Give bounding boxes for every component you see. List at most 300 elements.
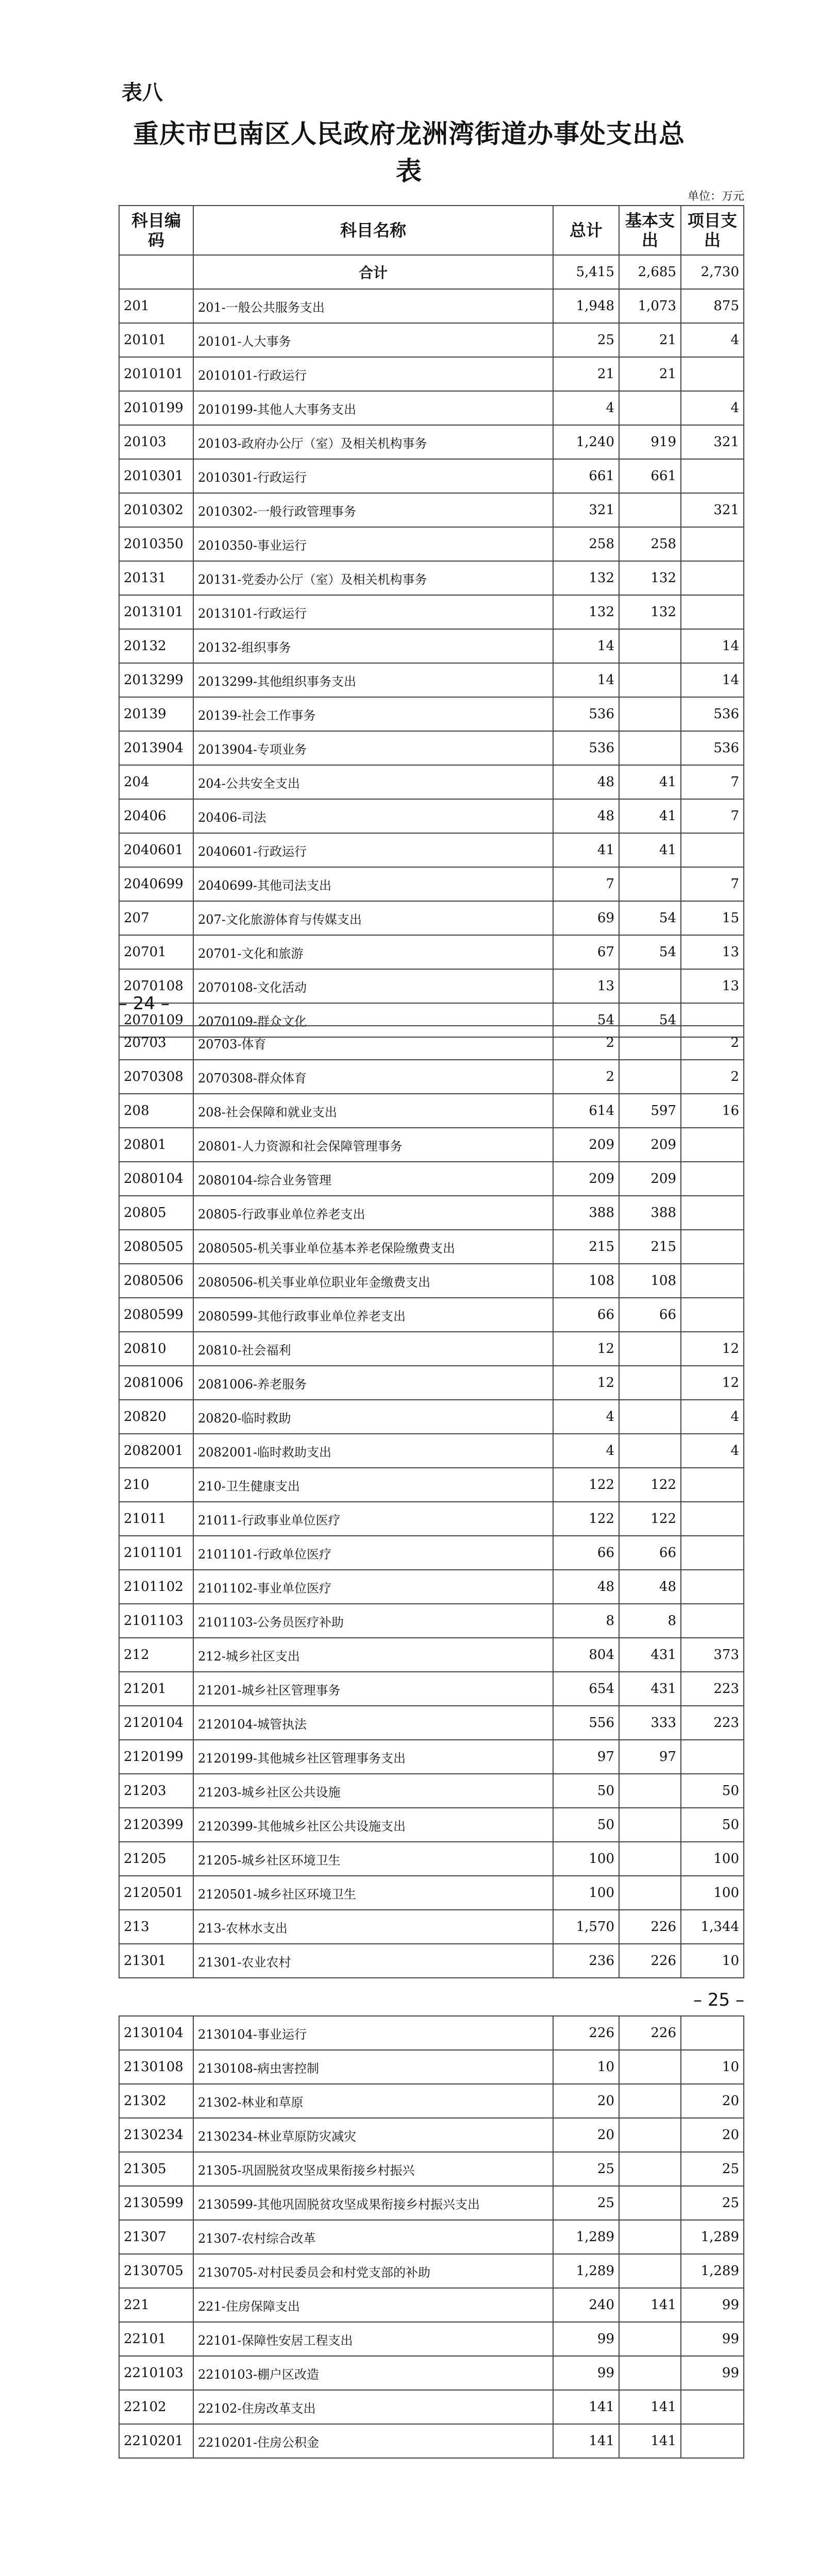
table-row <box>119 1332 744 1366</box>
cell-code: 22101 <box>119 2322 193 2356</box>
cell-basic: 21 <box>619 323 681 357</box>
cell-code: 2120501 <box>119 1876 193 1910</box>
cell-code: 20701 <box>119 935 193 969</box>
cell-name: 207-文化旅游体育与传媒支出 <box>193 901 553 935</box>
table-row <box>119 2288 744 2322</box>
cell-name: 2080104-综合业务管理 <box>193 1162 553 1196</box>
cell-code: 2080599 <box>119 1298 193 1332</box>
table-row <box>119 2220 744 2254</box>
cell-basic <box>619 731 681 765</box>
cell-project: 13 <box>681 969 744 1003</box>
cell-name: 21203-城乡社区公共设施 <box>193 1774 553 1808</box>
cell-basic <box>619 1876 681 1910</box>
cell-project: 10 <box>681 2050 744 2084</box>
cell-project <box>681 1502 744 1536</box>
cell-total: 100 <box>553 1842 619 1876</box>
cell-basic <box>619 1060 681 1094</box>
document-title: 重庆市巴南区人民政府龙洲湾街道办事处支出总表 <box>133 118 685 186</box>
cell-project: 223 <box>681 1672 744 1706</box>
cell-code: 2010301 <box>119 459 193 493</box>
cell-name: 2130234-林业草原防灾减灾 <box>193 2118 553 2152</box>
cell-code: 2101101 <box>119 1536 193 1570</box>
table-row <box>119 1774 744 1808</box>
cell-project: 4 <box>681 323 744 357</box>
table-row <box>119 323 744 357</box>
cell-name: 208-社会保障和就业支出 <box>193 1094 553 1128</box>
cell-total: 50 <box>553 1808 619 1842</box>
table-row <box>119 2390 744 2424</box>
cell-basic <box>619 2152 681 2186</box>
cell-project: 2 <box>681 1060 744 1094</box>
header-total: 总计 <box>553 206 619 255</box>
cell-code: 2082001 <box>119 1434 193 1468</box>
cell-basic <box>619 1400 681 1434</box>
table-row <box>119 1876 744 1910</box>
cell-code: 21305 <box>119 2152 193 2186</box>
cell-project <box>681 1536 744 1570</box>
cell-name: 210-卫生健康支出 <box>193 1468 553 1502</box>
cell-name: 2120501-城乡社区环境卫生 <box>193 1876 553 1910</box>
cell-total: 12 <box>553 1332 619 1366</box>
cell-total: 99 <box>553 2322 619 2356</box>
cell-total: 258 <box>553 527 619 561</box>
cell-total: 99 <box>553 2356 619 2390</box>
cell-code: 2070108 <box>119 969 193 1003</box>
cell-project: 2 <box>681 1026 744 1060</box>
cell-total: 122 <box>553 1502 619 1536</box>
cell-name: 221-住房保障支出 <box>193 2288 553 2322</box>
cell-basic: 209 <box>619 1162 681 1196</box>
cell-project: 4 <box>681 391 744 425</box>
table-row <box>119 2186 744 2220</box>
cell-basic <box>619 2220 681 2254</box>
cell-basic: 1,073 <box>619 289 681 323</box>
table-row <box>119 1264 744 1298</box>
cell-name: 212-城乡社区支出 <box>193 1638 553 1672</box>
cell-project: 536 <box>681 731 744 765</box>
cell-basic: 66 <box>619 1298 681 1332</box>
cell-name: 2101101-行政单位医疗 <box>193 1536 553 1570</box>
table-row <box>119 561 744 595</box>
cell-project: 15 <box>681 901 744 935</box>
cell-total: 556 <box>553 1706 619 1740</box>
table-row <box>119 1536 744 1570</box>
cell-project <box>681 1298 744 1332</box>
cell-project <box>681 1570 744 1604</box>
cell-name: 20703-体育 <box>193 1026 553 1060</box>
cell-total: 7 <box>553 867 619 901</box>
table-row <box>119 663 744 697</box>
cell-name: 2040699-其他司法支出 <box>193 867 553 901</box>
cell-name: 2120399-其他城乡社区公共设施支出 <box>193 1808 553 1842</box>
cell-basic: 431 <box>619 1638 681 1672</box>
table-row <box>119 595 744 629</box>
table-row <box>119 1706 744 1740</box>
table-row <box>119 527 744 561</box>
cell-project: 2,730 <box>681 255 744 289</box>
table-row <box>119 1298 744 1332</box>
cell-basic <box>619 2186 681 2220</box>
cell-total: 14 <box>553 663 619 697</box>
cell-code: 20810 <box>119 1332 193 1366</box>
cell-name: 21301-农业农村 <box>193 1944 553 1978</box>
cell-basic: 2,685 <box>619 255 681 289</box>
cell-project <box>681 1230 744 1264</box>
cell-total: 1,240 <box>553 425 619 459</box>
table-row <box>119 1808 744 1842</box>
cell-project <box>681 1196 744 1230</box>
cell-code: 210 <box>119 1468 193 1502</box>
cell-basic: 54 <box>619 901 681 935</box>
cell-basic <box>619 493 681 527</box>
expense-table-part-1 <box>119 205 744 1038</box>
cell-code: 2120199 <box>119 1740 193 1774</box>
cell-code: 20703 <box>119 1026 193 1060</box>
cell-name: 21205-城乡社区环境卫生 <box>193 1842 553 1876</box>
cell-name: 22101-保障性安居工程支出 <box>193 2322 553 2356</box>
table-row <box>119 1230 744 1264</box>
cell-basic: 141 <box>619 2390 681 2424</box>
cell-code: 21302 <box>119 2084 193 2118</box>
cell-code: 21203 <box>119 1774 193 1808</box>
cell-name: 20132-组织事务 <box>193 629 553 663</box>
cell-project: 4 <box>681 1400 744 1434</box>
cell-total: 25 <box>553 2152 619 2186</box>
table-row <box>119 1026 744 1060</box>
cell-name: 2040601-行政运行 <box>193 833 553 867</box>
table-row <box>119 697 744 731</box>
table-row <box>119 2152 744 2186</box>
cell-code: 21011 <box>119 1502 193 1536</box>
table-row <box>119 901 744 935</box>
cell-basic: 54 <box>619 1003 681 1037</box>
cell-total: 97 <box>553 1740 619 1774</box>
cell-basic <box>619 2050 681 2084</box>
cell-project: 25 <box>681 2186 744 2220</box>
cell-name: 2210103-棚户区改造 <box>193 2356 553 2390</box>
cell-basic <box>619 969 681 1003</box>
cell-code: 21301 <box>119 1944 193 1978</box>
cell-total: 215 <box>553 1230 619 1264</box>
cell-code: 2010101 <box>119 357 193 391</box>
cell-code: 213 <box>119 1910 193 1944</box>
unit-label: 单位：万元 <box>687 190 744 203</box>
cell-project: 373 <box>681 1638 744 1672</box>
cell-project: 100 <box>681 1842 744 1876</box>
cell-code: 208 <box>119 1094 193 1128</box>
cell-project: 14 <box>681 629 744 663</box>
table-row <box>119 731 744 765</box>
cell-name: 20131-党委办公厅（室）及相关机构事务 <box>193 561 553 595</box>
cell-project: 99 <box>681 2356 744 2390</box>
table-row <box>119 2050 744 2084</box>
cell-basic <box>619 1842 681 1876</box>
cell-project <box>681 1264 744 1298</box>
cell-project: 20 <box>681 2084 744 2118</box>
cell-project: 13 <box>681 935 744 969</box>
table-row <box>119 1468 744 1502</box>
page-label: 表八 <box>122 81 163 105</box>
cell-project: 321 <box>681 493 744 527</box>
cell-total: 54 <box>553 1003 619 1037</box>
cell-name: 2010301-行政运行 <box>193 459 553 493</box>
cell-total: 209 <box>553 1128 619 1162</box>
cell-project <box>681 459 744 493</box>
cell-total: 132 <box>553 595 619 629</box>
cell-code: 20132 <box>119 629 193 663</box>
cell-code: 2120104 <box>119 1706 193 1740</box>
cell-code: 2081006 <box>119 1366 193 1400</box>
cell-name: 21307-农村综合改革 <box>193 2220 553 2254</box>
cell-code: 2070109 <box>119 1003 193 1037</box>
cell-name: 20801-人力资源和社会保障管理事务 <box>193 1128 553 1162</box>
cell-project <box>681 561 744 595</box>
cell-project: 16 <box>681 1094 744 1128</box>
cell-name: 22102-住房改革支出 <box>193 2390 553 2424</box>
cell-code: 2013904 <box>119 731 193 765</box>
table-row <box>119 833 744 867</box>
cell-project <box>681 833 744 867</box>
cell-name: 2081006-养老服务 <box>193 1366 553 1400</box>
cell-total: 13 <box>553 969 619 1003</box>
cell-total: 50 <box>553 1774 619 1808</box>
header-project: 项目支出 <box>681 206 744 255</box>
cell-project: 12 <box>681 1332 744 1366</box>
cell-project: 1,289 <box>681 2220 744 2254</box>
cell-name: 2010302-一般行政管理事务 <box>193 493 553 527</box>
cell-total: 69 <box>553 901 619 935</box>
cell-code: 2010199 <box>119 391 193 425</box>
cell-project: 7 <box>681 799 744 833</box>
cell-name: 2013101-行政运行 <box>193 595 553 629</box>
cell-code: 20139 <box>119 697 193 731</box>
table-row <box>119 391 744 425</box>
cell-basic: 122 <box>619 1502 681 1536</box>
cell-project: 50 <box>681 1774 744 1808</box>
cell-total: 100 <box>553 1876 619 1910</box>
cell-basic <box>619 697 681 731</box>
cell-total: 66 <box>553 1298 619 1332</box>
cell-name: 2080599-其他行政事业单位养老支出 <box>193 1298 553 1332</box>
cell-basic <box>619 867 681 901</box>
cell-total: 1,289 <box>553 2254 619 2288</box>
cell-code: 201 <box>119 289 193 323</box>
cell-basic: 21 <box>619 357 681 391</box>
cell-total: 1,948 <box>553 289 619 323</box>
cell-project <box>681 357 744 391</box>
cell-name: 2130705-对村民委员会和村党支部的补助 <box>193 2254 553 2288</box>
cell-code: 2010350 <box>119 527 193 561</box>
cell-code: 2080104 <box>119 1162 193 1196</box>
cell-total: 48 <box>553 1570 619 1604</box>
cell-code <box>119 255 193 289</box>
cell-name: 2130104-事业运行 <box>193 2016 553 2050</box>
table-row <box>119 1604 744 1638</box>
cell-basic <box>619 2084 681 2118</box>
table-row <box>119 1196 744 1230</box>
cell-name: 2120199-其他城乡社区管理事务支出 <box>193 1740 553 1774</box>
cell-basic: 54 <box>619 935 681 969</box>
cell-project <box>681 1740 744 1774</box>
table-row <box>119 1128 744 1162</box>
table-row <box>119 1366 744 1400</box>
table-row <box>119 1162 744 1196</box>
cell-name: 2210201-住房公积金 <box>193 2424 553 2458</box>
cell-basic: 122 <box>619 1468 681 1502</box>
cell-project <box>681 1128 744 1162</box>
cell-basic: 597 <box>619 1094 681 1128</box>
table-row <box>119 1740 744 1774</box>
cell-code: 2130234 <box>119 2118 193 2152</box>
cell-total: 10 <box>553 2050 619 2084</box>
cell-basic: 41 <box>619 765 681 799</box>
cell-total: 48 <box>553 799 619 833</box>
cell-basic: 919 <box>619 425 681 459</box>
cell-name: 2130108-病虫害控制 <box>193 2050 553 2084</box>
cell-code: 207 <box>119 901 193 935</box>
cell-project <box>681 2016 744 2050</box>
cell-name: 2130599-其他巩固脱贫攻坚成果衔接乡村振兴支出 <box>193 2186 553 2220</box>
cell-project: 99 <box>681 2322 744 2356</box>
cell-basic <box>619 2356 681 2390</box>
cell-name: 2010199-其他人大事务支出 <box>193 391 553 425</box>
table-row <box>119 1060 744 1094</box>
cell-name: 2080505-机关事业单位基本养老保险缴费支出 <box>193 1230 553 1264</box>
cell-basic: 215 <box>619 1230 681 1264</box>
cell-total: 108 <box>553 1264 619 1298</box>
cell-basic: 132 <box>619 561 681 595</box>
cell-code: 2120399 <box>119 1808 193 1842</box>
cell-code: 2013299 <box>119 663 193 697</box>
table-row <box>119 289 744 323</box>
cell-code: 20805 <box>119 1196 193 1230</box>
cell-code: 20801 <box>119 1128 193 1162</box>
expense-table-part-2 <box>119 1025 744 1978</box>
cell-basic: 141 <box>619 2288 681 2322</box>
cell-total: 536 <box>553 697 619 731</box>
cell-code: 20131 <box>119 561 193 595</box>
cell-basic <box>619 1774 681 1808</box>
cell-basic <box>619 2322 681 2356</box>
table-row <box>119 2424 744 2458</box>
cell-project <box>681 1162 744 1196</box>
cell-basic: 431 <box>619 1672 681 1706</box>
cell-name: 2120104-城管执法 <box>193 1706 553 1740</box>
table-row <box>119 799 744 833</box>
cell-basic <box>619 2118 681 2152</box>
header-code: 科目编码 <box>119 206 193 255</box>
table-row <box>119 765 744 799</box>
page-number: – 25 – <box>693 1990 744 2010</box>
cell-total: 20 <box>553 2118 619 2152</box>
cell-total: 5,415 <box>553 255 619 289</box>
table-row <box>119 357 744 391</box>
cell-total: 12 <box>553 1366 619 1400</box>
cell-basic: 333 <box>619 1706 681 1740</box>
cell-basic: 66 <box>619 1536 681 1570</box>
table-row <box>119 1094 744 1128</box>
cell-code: 2210201 <box>119 2424 193 2458</box>
cell-total: 536 <box>553 731 619 765</box>
table-row <box>119 2254 744 2288</box>
cell-total: 1,570 <box>553 1910 619 1944</box>
cell-code: 2080506 <box>119 1264 193 1298</box>
cell-total: 21 <box>553 357 619 391</box>
cell-code: 2130108 <box>119 2050 193 2084</box>
table-row <box>119 1434 744 1468</box>
table-row <box>119 935 744 969</box>
table-row <box>119 1638 744 1672</box>
cell-basic <box>619 663 681 697</box>
cell-code: 2040699 <box>119 867 193 901</box>
cell-name: 2070308-群众体育 <box>193 1060 553 1094</box>
cell-total: 25 <box>553 2186 619 2220</box>
cell-name: 2013904-专项业务 <box>193 731 553 765</box>
cell-basic: 132 <box>619 595 681 629</box>
cell-code: 21307 <box>119 2220 193 2254</box>
cell-total: 48 <box>553 765 619 799</box>
cell-name: 21305-巩固脱贫攻坚成果衔接乡村振兴 <box>193 2152 553 2186</box>
cell-name: 21302-林业和草原 <box>193 2084 553 2118</box>
cell-project: 7 <box>681 867 744 901</box>
cell-basic: 226 <box>619 1944 681 1978</box>
cell-basic: 388 <box>619 1196 681 1230</box>
cell-total: 654 <box>553 1672 619 1706</box>
cell-name: 20701-文化和旅游 <box>193 935 553 969</box>
cell-project: 1,289 <box>681 2254 744 2288</box>
cell-name: 2010101-行政运行 <box>193 357 553 391</box>
cell-project: 223 <box>681 1706 744 1740</box>
cell-code: 2210103 <box>119 2356 193 2390</box>
cell-name: 2101102-事业单位医疗 <box>193 1570 553 1604</box>
cell-basic <box>619 1026 681 1060</box>
cell-total: 388 <box>553 1196 619 1230</box>
cell-name: 合计 <box>193 255 553 289</box>
cell-project <box>681 1604 744 1638</box>
cell-basic <box>619 391 681 425</box>
cell-code: 20101 <box>119 323 193 357</box>
cell-name: 2013299-其他组织事务支出 <box>193 663 553 697</box>
cell-code: 2130599 <box>119 2186 193 2220</box>
cell-name: 201-一般公共服务支出 <box>193 289 553 323</box>
cell-total: 4 <box>553 1400 619 1434</box>
cell-project: 12 <box>681 1366 744 1400</box>
cell-code: 2101102 <box>119 1570 193 1604</box>
cell-name: 20139-社会工作事务 <box>193 697 553 731</box>
cell-project: 536 <box>681 697 744 731</box>
table-row <box>119 1842 744 1876</box>
table-row <box>119 1910 744 1944</box>
cell-total: 141 <box>553 2390 619 2424</box>
cell-name: 20810-社会福利 <box>193 1332 553 1366</box>
table-row <box>119 1944 744 1978</box>
cell-basic: 209 <box>619 1128 681 1162</box>
cell-basic <box>619 1332 681 1366</box>
cell-code: 2070308 <box>119 1060 193 1094</box>
cell-code: 20406 <box>119 799 193 833</box>
cell-project: 25 <box>681 2152 744 2186</box>
cell-total: 14 <box>553 629 619 663</box>
table-row <box>119 867 744 901</box>
cell-total: 2 <box>553 1060 619 1094</box>
cell-code: 2130705 <box>119 2254 193 2288</box>
cell-total: 209 <box>553 1162 619 1196</box>
cell-total: 67 <box>553 935 619 969</box>
cell-name: 20820-临时救助 <box>193 1400 553 1434</box>
cell-total: 41 <box>553 833 619 867</box>
cell-basic <box>619 629 681 663</box>
page-number: – 24 – <box>119 993 170 1014</box>
